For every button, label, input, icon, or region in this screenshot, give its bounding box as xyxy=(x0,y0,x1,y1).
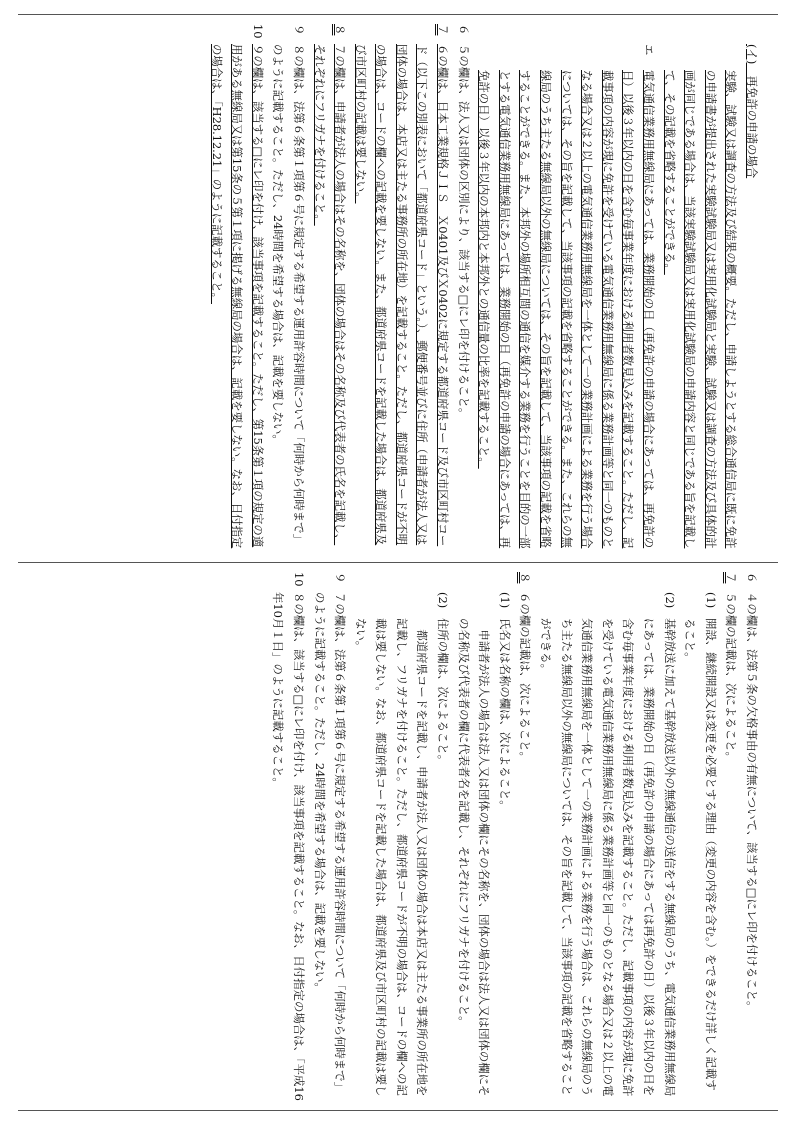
item-i-body: 実験、試験又は調査の方法及び結果の概要。ただし、申請しようとする総合通信局に既に免許の申請書が提出された実験試験局又は実用化試験局と実験、試験又は調査の方法及び具体的計画が同じである場合は、当該実験試験局又は実用化試験局の申請内容と同じである旨を記載して、その記載を省略することができる。 xyxy=(662,70,739,549)
lower-item-7-1 xyxy=(680,572,721,1102)
lower-item-8-1 xyxy=(494,572,515,1102)
lower-item-8 xyxy=(515,572,536,1102)
lower-item-8-1-body: 氏名又は名称の欄は、次によること。 xyxy=(497,618,512,812)
lower-item-8-1-paragraph: 申請者が法人の場合は法人又は団体の欄にその名称を、団体の場合は法人又は団体の欄にその名称及び代表者の欄に代表者名を記載し、それぞれにフリガナを付けること。 xyxy=(456,618,492,1097)
item-e-body: 電気通信業務用無線局にあっては、業務開始の日（再免許の申請の場合にあっては、再免許の日）以後３年以内の日を含む毎事業年度における利用者数見込みを記載すること。ただし、記載事項の内容が現に免許を受けている電気通信業務用無線局に係る業務計画等と同一のものとなる場合又は２以上の電気通信業務用無線局を一体として一の業務計画による業務を行う場合については、その旨を記載して、当該事項の記載を省略することができる。また、これらの無線局のうち主たる無線局以外の無線局については、その旨を記載して、当該事項の記載を省略することができる。また、本邦外の場所相互間の通信を媒介する業務を行うことを目的の一部とする電気通信業務用無線局にあっては、業務開始の日（再免許の申請の場合にあっては、再免許の日）以後３年以内の本邦内と本邦外との通信量の比率を記載すること。 xyxy=(477,70,657,549)
lower-item-7-2 xyxy=(535,572,679,1102)
lower-item-7-1-body: 開設、継続開設又は変更を必要とする理由（変更の内容を含む。）をできるだけ詳しく記載すること。 xyxy=(683,618,718,1091)
lower-item-8-1-number: (1) xyxy=(497,592,512,609)
item-7-number: ７ xyxy=(436,24,451,36)
item-8-body: ７の欄は、申請者が法人の場合はその名称を、団体の場合はその名称及び代表者の氏名を記載し、それぞれにフリガナを付けること。 xyxy=(312,44,348,546)
lower-item-7-2-number: (2) xyxy=(662,592,677,609)
item-8-number: ８ xyxy=(333,24,348,36)
bottom-border-line xyxy=(18,1110,778,1111)
lower-item-10-body: ８の欄は、該当する□にレ印を付け、該当事項を記載すること。なお、日付指定の場合は、「平成16年10月１日」のように記載すること。 xyxy=(271,592,306,1101)
item-9-body: ８の欄は、法第６条第１項第６号に規定する希望する運用許容時間について「何時から何時まで」のように記載すること。ただし、24時間を希望する場合は、記載を要しない。 xyxy=(271,44,306,545)
lower-item-7-body: ５の欄の記載は、次によること。 xyxy=(724,592,739,763)
item-i-title: (イ) 再免許の申請の場合 xyxy=(745,44,759,179)
lower-item-9 xyxy=(309,572,350,1102)
lower-item-7 xyxy=(721,572,742,1102)
item-e xyxy=(474,24,659,554)
lower-item-8-2-number: (2) xyxy=(436,592,451,609)
item-9 xyxy=(268,24,309,554)
item-e-number: エ xyxy=(642,44,657,56)
lower-item-8-2-body: 住所の欄は、次によること。 xyxy=(436,618,451,767)
item-9-number: ９ xyxy=(291,24,306,36)
lower-item-7-1-number: (1) xyxy=(703,592,718,609)
item-10 xyxy=(206,24,268,554)
lower-item-8-2 xyxy=(433,572,454,1102)
upper-text-flow xyxy=(18,14,778,562)
lower-section xyxy=(18,562,778,1110)
lower-item-8-number: ８ xyxy=(518,572,533,584)
item-7-body: ６の欄は、日本工業規格ＪＩＳ Ｘ0401及びＸ0402に規定する都道府県コード及び市区町村コード（以下この別表において「都道府県コード」という。）、郵便番号並びに住所（申請者が法人又は団体の場合は、本店又は主たる事務所の所在地）を記載すること。ただし、都道府県コードが不明の場合は、コードの欄への記載を要しない。また、都道府県コードを記載した場合は、都道府県及び市区町村の記載は要しない。 xyxy=(353,44,451,547)
lower-item-9-number: ９ xyxy=(333,572,348,584)
item-10-number: 10 xyxy=(250,24,265,39)
item-8 xyxy=(309,24,350,554)
lower-item-7-2-body: 基幹放送に加えて基幹放送以外の無線通信の送信をする無線局のうち、電気通信業務用無線局にあっては、業務開始の日（再免許の申請の場合にあっては再免許の日）以後３年以内の日を含む毎事業年度における利用者数見込みを記載すること。ただし、記載事項の内容が現に免許を受けている電気通信業務用無線局に係る業務計画等と同一のものとなる場合又は２以上の電気通信業務用無線局を一体として一の業務計画による業務を行う場合は、これらの無線局のうち主たる無線局以外の無線局については、その旨を記載して、当該事項の記載を省略することができる。 xyxy=(539,618,677,1097)
item-6 xyxy=(453,24,474,554)
upper-section xyxy=(18,14,778,562)
item-6-number: ６ xyxy=(456,24,471,36)
item-10-body: ９の欄は、該当する□にレ印を付け、該当事項を記載すること。ただし、第15条第１項の規定の適用がある無線局又は第15条の５第１項に掲げる無線局の場合は、記載を要しない。なお、日付指定の場合は、「H28.12.21」のように記載すること。 xyxy=(209,44,265,549)
item-7 xyxy=(350,24,453,554)
lower-item-7-number: ７ xyxy=(724,572,739,584)
lower-text-flow xyxy=(18,562,778,1110)
lower-item-6-body: ４の欄は、法第５条の欠格事由の有無について、該当する□にレ印を付けること。 xyxy=(745,592,759,1013)
lower-item-10 xyxy=(268,572,309,1102)
lower-item-9-body: ７の欄は、法第６条第１項第６号に規定する希望する運用許容時間について「何時から何時まで」のように記載すること。ただし、24時間を希望する場合は、記載を要しない。 xyxy=(312,592,348,1093)
lower-item-10-number: 10 xyxy=(291,572,306,587)
lower-item-8-2-paragraph: 都道府県コードを記載し、申請者が法人又は団体の場合は本店又は主たる事業所の所在地を記載し、フリガナを付けること。ただし、都道府県コードが不明の場合は、コードの欄への記載は要しない。なお、都道府県コードを記載した場合は、都道府県及び市区町村の記載は要しない。 xyxy=(353,618,430,1097)
lower-item-8-body: ６の欄の記載は、次によること。 xyxy=(518,592,533,763)
lower-item-6 xyxy=(741,572,762,1102)
lower-item-6-number: ６ xyxy=(745,572,759,584)
item-6-body: ５の欄は、法人又は団体の区別により、該当する□にレ印を付けること。 xyxy=(456,44,471,420)
